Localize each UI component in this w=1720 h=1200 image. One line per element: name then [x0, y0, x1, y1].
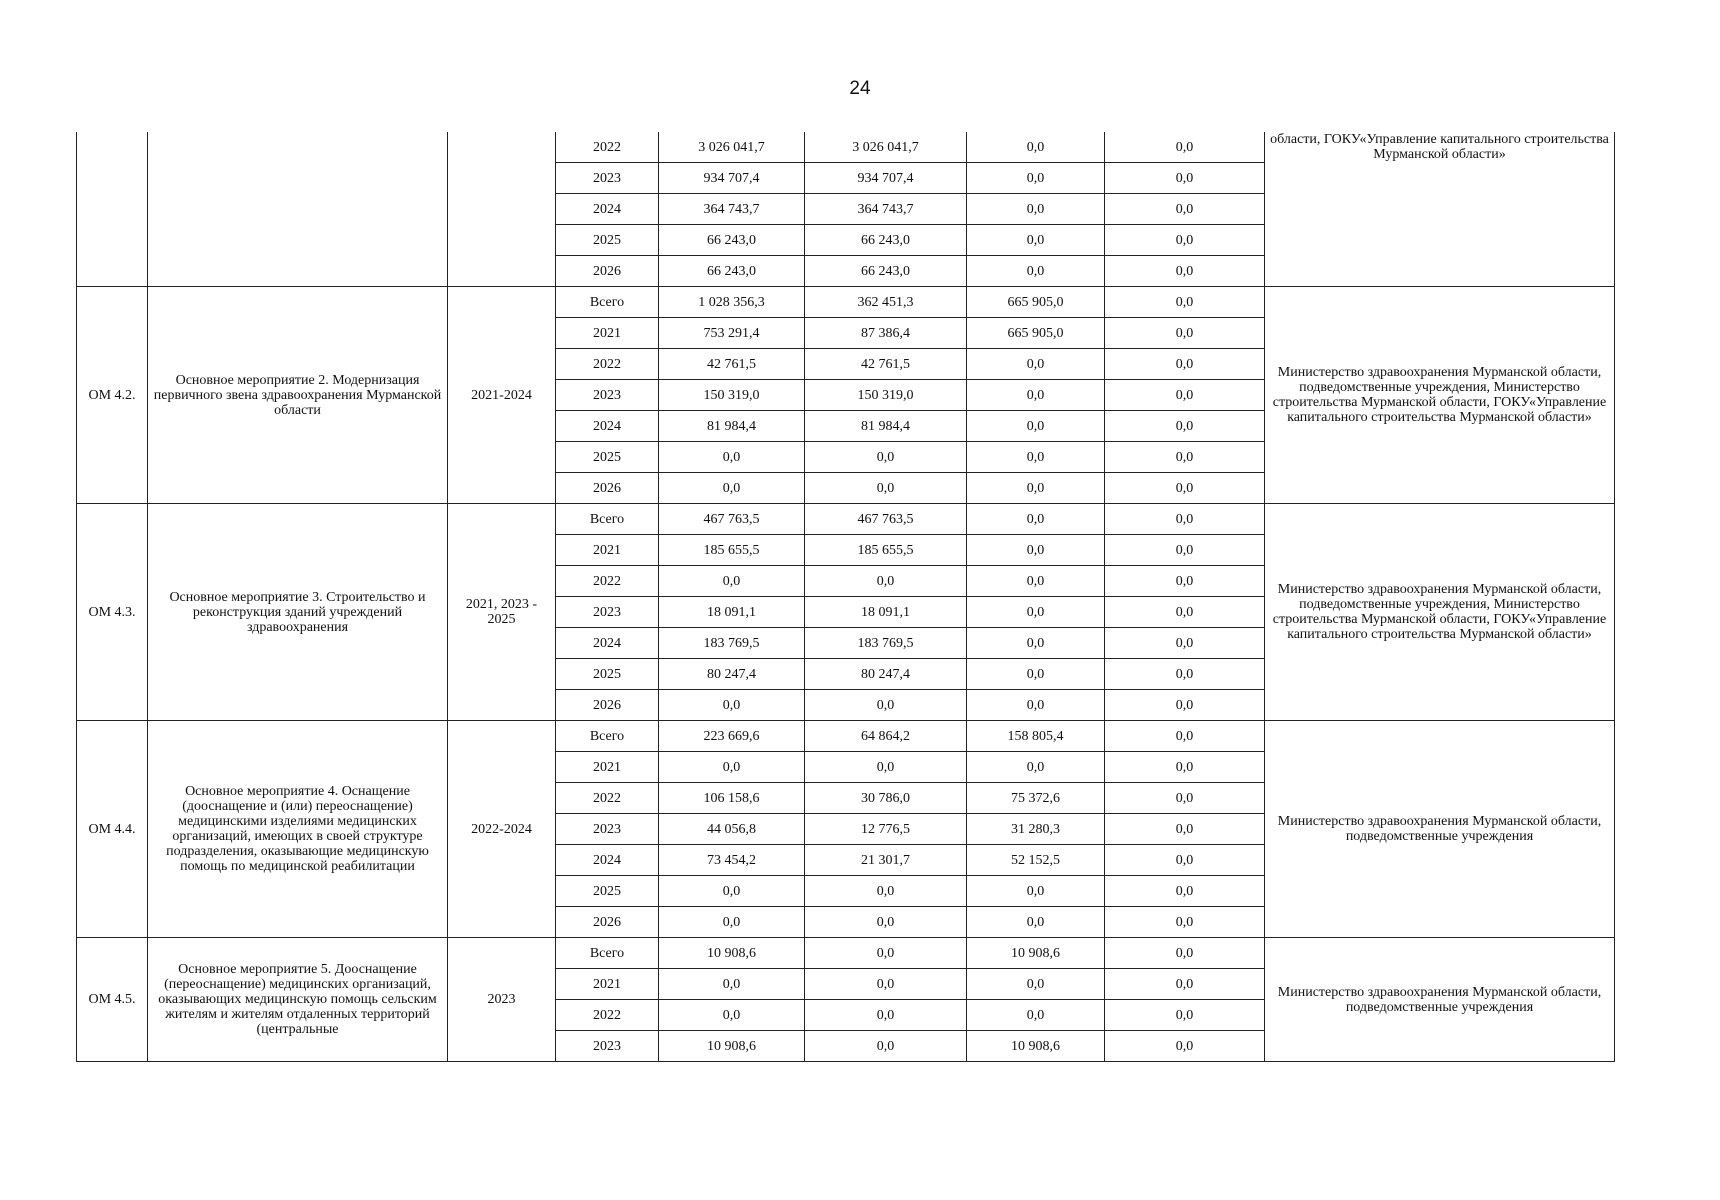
cell-regional: 0,0 — [805, 1000, 967, 1031]
cell-code: ОМ 4.2. — [77, 287, 148, 504]
cell-federal: 0,0 — [967, 163, 1105, 194]
cell-federal: 10 908,6 — [967, 938, 1105, 969]
cell-total: 934 707,4 — [659, 163, 805, 194]
cell-other: 0,0 — [1105, 163, 1265, 194]
cell-regional: 934 707,4 — [805, 163, 967, 194]
cell-regional: 0,0 — [805, 473, 967, 504]
cell-federal: 665 905,0 — [967, 287, 1105, 318]
cell-total: 0,0 — [659, 566, 805, 597]
cell-year: 2023 — [556, 380, 659, 411]
cell-total: 66 243,0 — [659, 225, 805, 256]
cell-federal: 0,0 — [967, 349, 1105, 380]
cell-other: 0,0 — [1105, 256, 1265, 287]
cell-federal: 10 908,6 — [967, 1031, 1105, 1062]
cell-year: 2024 — [556, 845, 659, 876]
cell-total: 3 026 041,7 — [659, 132, 805, 163]
cell-federal: 0,0 — [967, 132, 1105, 163]
cell-period: 2023 — [448, 938, 556, 1062]
cell-year: 2026 — [556, 907, 659, 938]
cell-total: 364 743,7 — [659, 194, 805, 225]
cell-federal: 0,0 — [967, 628, 1105, 659]
table-row — [77, 287, 1615, 318]
cell-year: Всего — [556, 721, 659, 752]
cell-regional: 467 763,5 — [805, 504, 967, 535]
cell-total: 183 769,5 — [659, 628, 805, 659]
cell-total: 18 091,1 — [659, 597, 805, 628]
cell-federal: 0,0 — [967, 1000, 1105, 1031]
funding-table — [76, 132, 1615, 1062]
cell-other: 0,0 — [1105, 535, 1265, 566]
cell-total: 81 984,4 — [659, 411, 805, 442]
cell-total: 10 908,6 — [659, 1031, 805, 1062]
cell-name: Основное мероприятие 4. Оснащение (дооснащение и (или) переоснащение) медицинскими изделиями медицинских организаций, имеющих в своей структуре подразделения, оказывающие медицинскую помощь по медицинской реабилитации — [148, 721, 448, 938]
cell-other: 0,0 — [1105, 318, 1265, 349]
cell-total: 185 655,5 — [659, 535, 805, 566]
cell-total: 223 669,6 — [659, 721, 805, 752]
cell-executor: Министерство здравоохранения Мурманской области, подведомственные учреждения, Министерство строительства Мурманской области, ГОКУ«Управление капитального строительства Мурманской области» — [1265, 504, 1615, 721]
cell-federal: 0,0 — [967, 504, 1105, 535]
cell-year: 2021 — [556, 752, 659, 783]
cell-regional: 185 655,5 — [805, 535, 967, 566]
cell-code: ОМ 4.4. — [77, 721, 148, 938]
cell-federal: 0,0 — [967, 690, 1105, 721]
cell-regional: 0,0 — [805, 442, 967, 473]
cell-regional: 80 247,4 — [805, 659, 967, 690]
cell-total: 0,0 — [659, 473, 805, 504]
cell-regional: 21 301,7 — [805, 845, 967, 876]
cell-regional: 0,0 — [805, 907, 967, 938]
cell-name: Основное мероприятие 3. Строительство и реконструкция зданий учреждений здравоохранения — [148, 504, 448, 721]
cell-other: 0,0 — [1105, 752, 1265, 783]
cell-other: 0,0 — [1105, 845, 1265, 876]
cell-year: 2026 — [556, 256, 659, 287]
cell-federal: 0,0 — [967, 752, 1105, 783]
cell-regional: 183 769,5 — [805, 628, 967, 659]
cell-total: 80 247,4 — [659, 659, 805, 690]
cell-other: 0,0 — [1105, 721, 1265, 752]
cell-period: 2021-2024 — [448, 287, 556, 504]
cell-regional: 0,0 — [805, 1031, 967, 1062]
cell-name: Основное мероприятие 2. Модернизация первичного звена здравоохранения Мурманской области — [148, 287, 448, 504]
cell-other: 0,0 — [1105, 504, 1265, 535]
cell-federal: 0,0 — [967, 225, 1105, 256]
cell-federal: 0,0 — [967, 969, 1105, 1000]
cell-regional: 364 743,7 — [805, 194, 967, 225]
cell-federal: 0,0 — [967, 566, 1105, 597]
cell-year: 2022 — [556, 1000, 659, 1031]
cell-regional: 0,0 — [805, 969, 967, 1000]
cell-other: 0,0 — [1105, 814, 1265, 845]
cell-federal: 158 805,4 — [967, 721, 1105, 752]
cell-year: 2022 — [556, 566, 659, 597]
cell-regional: 66 243,0 — [805, 225, 967, 256]
cell-regional: 30 786,0 — [805, 783, 967, 814]
cell-federal: 0,0 — [967, 442, 1105, 473]
cell-other: 0,0 — [1105, 349, 1265, 380]
cell-other: 0,0 — [1105, 225, 1265, 256]
cell-year: 2022 — [556, 349, 659, 380]
cell-total: 73 454,2 — [659, 845, 805, 876]
cell-period: 2021, 2023 - 2025 — [448, 504, 556, 721]
cell-total: 0,0 — [659, 442, 805, 473]
cell-federal: 75 372,6 — [967, 783, 1105, 814]
cell-year: 2026 — [556, 690, 659, 721]
cell-total: 0,0 — [659, 1000, 805, 1031]
table-body — [77, 132, 1615, 1062]
cell-year: 2024 — [556, 194, 659, 225]
cell-period — [448, 132, 556, 287]
cell-total: 42 761,5 — [659, 349, 805, 380]
table-row — [77, 721, 1615, 752]
cell-code: ОМ 4.5. — [77, 938, 148, 1062]
cell-name — [148, 132, 448, 287]
cell-executor: Министерство здравоохранения Мурманской области, подведомственные учреждения — [1265, 938, 1615, 1062]
cell-year: 2021 — [556, 969, 659, 1000]
cell-federal: 0,0 — [967, 256, 1105, 287]
cell-year: 2023 — [556, 1031, 659, 1062]
cell-other: 0,0 — [1105, 907, 1265, 938]
cell-regional: 0,0 — [805, 690, 967, 721]
cell-federal: 31 280,3 — [967, 814, 1105, 845]
cell-federal: 0,0 — [967, 597, 1105, 628]
cell-executor: области, ГОКУ«Управление капитального строительства Мурманской области» — [1265, 132, 1615, 287]
cell-year: Всего — [556, 287, 659, 318]
cell-other: 0,0 — [1105, 473, 1265, 504]
cell-total: 753 291,4 — [659, 318, 805, 349]
cell-total: 44 056,8 — [659, 814, 805, 845]
cell-regional: 18 091,1 — [805, 597, 967, 628]
cell-total: 0,0 — [659, 969, 805, 1000]
cell-federal: 0,0 — [967, 194, 1105, 225]
cell-federal: 0,0 — [967, 659, 1105, 690]
cell-regional: 0,0 — [805, 752, 967, 783]
cell-other: 0,0 — [1105, 876, 1265, 907]
cell-year: 2026 — [556, 473, 659, 504]
cell-total: 106 158,6 — [659, 783, 805, 814]
cell-other: 0,0 — [1105, 690, 1265, 721]
cell-total: 0,0 — [659, 690, 805, 721]
cell-regional: 150 319,0 — [805, 380, 967, 411]
cell-year: 2024 — [556, 411, 659, 442]
cell-year: 2025 — [556, 442, 659, 473]
cell-regional: 0,0 — [805, 566, 967, 597]
cell-other: 0,0 — [1105, 969, 1265, 1000]
cell-other: 0,0 — [1105, 938, 1265, 969]
cell-other: 0,0 — [1105, 597, 1265, 628]
cell-other: 0,0 — [1105, 380, 1265, 411]
cell-regional: 87 386,4 — [805, 318, 967, 349]
cell-total: 467 763,5 — [659, 504, 805, 535]
cell-total: 10 908,6 — [659, 938, 805, 969]
cell-year: 2022 — [556, 132, 659, 163]
cell-federal: 52 152,5 — [967, 845, 1105, 876]
cell-year: 2025 — [556, 225, 659, 256]
cell-federal: 665 905,0 — [967, 318, 1105, 349]
table-row — [77, 938, 1615, 969]
cell-year: 2023 — [556, 597, 659, 628]
cell-total: 0,0 — [659, 876, 805, 907]
cell-other: 0,0 — [1105, 287, 1265, 318]
cell-year: 2021 — [556, 318, 659, 349]
cell-other: 0,0 — [1105, 628, 1265, 659]
cell-code — [77, 132, 148, 287]
cell-regional: 362 451,3 — [805, 287, 967, 318]
table-row — [77, 504, 1615, 535]
cell-regional: 0,0 — [805, 876, 967, 907]
cell-name: Основное мероприятие 5. Дооснащение (переоснащение) медицинских организаций, оказывающих медицинскую помощь сельским жителям и жителям отдаленных территорий (центральные — [148, 938, 448, 1062]
cell-executor: Министерство здравоохранения Мурманской области, подведомственные учреждения — [1265, 721, 1615, 938]
cell-regional: 0,0 — [805, 938, 967, 969]
cell-executor: Министерство здравоохранения Мурманской области, подведомственные учреждения, Министерство строительства Мурманской области, ГОКУ«Управление капитального строительства Мурманской области» — [1265, 287, 1615, 504]
cell-federal: 0,0 — [967, 535, 1105, 566]
cell-year: 2023 — [556, 163, 659, 194]
cell-other: 0,0 — [1105, 1031, 1265, 1062]
table-row — [77, 132, 1615, 163]
page-number: 24 — [849, 78, 871, 99]
cell-other: 0,0 — [1105, 783, 1265, 814]
cell-federal: 0,0 — [967, 473, 1105, 504]
cell-other: 0,0 — [1105, 566, 1265, 597]
cell-year: 2021 — [556, 535, 659, 566]
cell-other: 0,0 — [1105, 194, 1265, 225]
cell-other: 0,0 — [1105, 442, 1265, 473]
cell-other: 0,0 — [1105, 411, 1265, 442]
cell-total: 150 319,0 — [659, 380, 805, 411]
cell-year: 2023 — [556, 814, 659, 845]
cell-code: ОМ 4.3. — [77, 504, 148, 721]
cell-total: 1 028 356,3 — [659, 287, 805, 318]
cell-other: 0,0 — [1105, 659, 1265, 690]
cell-federal: 0,0 — [967, 380, 1105, 411]
cell-year: 2025 — [556, 876, 659, 907]
cell-regional: 12 776,5 — [805, 814, 967, 845]
cell-total: 0,0 — [659, 907, 805, 938]
cell-regional: 64 864,2 — [805, 721, 967, 752]
cell-federal: 0,0 — [967, 907, 1105, 938]
cell-federal: 0,0 — [967, 876, 1105, 907]
cell-other: 0,0 — [1105, 1000, 1265, 1031]
cell-year: 2025 — [556, 659, 659, 690]
cell-total: 0,0 — [659, 752, 805, 783]
cell-other: 0,0 — [1105, 132, 1265, 163]
cell-year: Всего — [556, 938, 659, 969]
cell-year: Всего — [556, 504, 659, 535]
cell-year: 2022 — [556, 783, 659, 814]
cell-total: 66 243,0 — [659, 256, 805, 287]
cell-year: 2024 — [556, 628, 659, 659]
cell-regional: 66 243,0 — [805, 256, 967, 287]
cell-regional: 42 761,5 — [805, 349, 967, 380]
cell-regional: 81 984,4 — [805, 411, 967, 442]
cell-period: 2022-2024 — [448, 721, 556, 938]
cell-regional: 3 026 041,7 — [805, 132, 967, 163]
cell-federal: 0,0 — [967, 411, 1105, 442]
